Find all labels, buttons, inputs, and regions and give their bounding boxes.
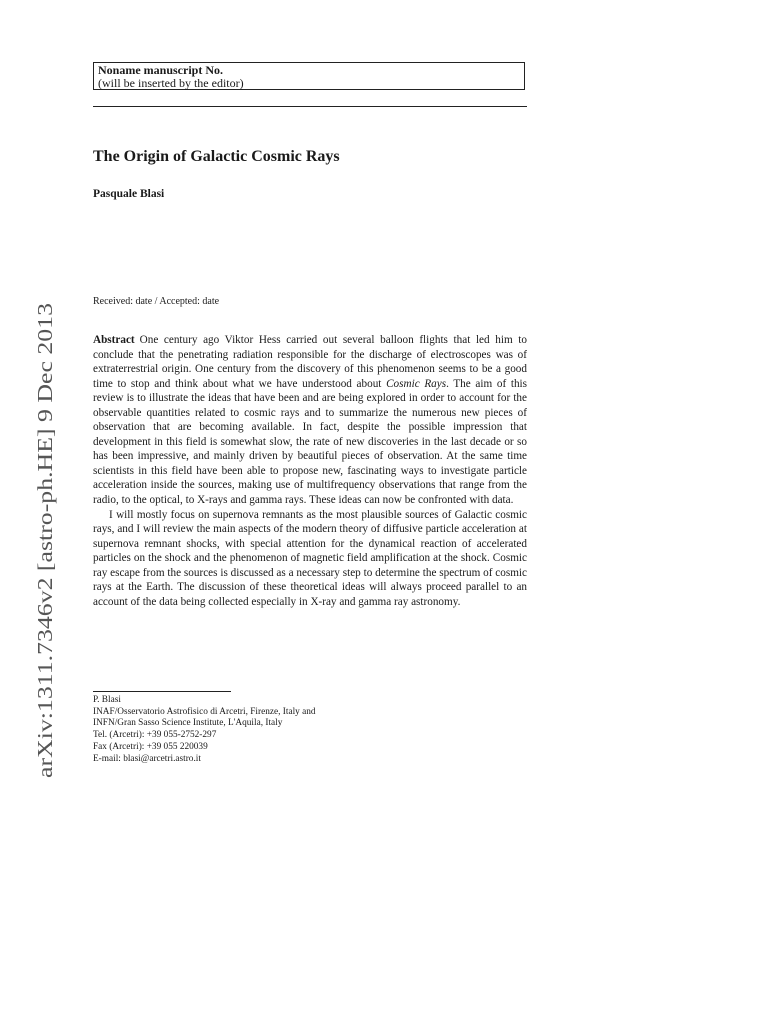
- arxiv-identifier-text: arXiv:1311.7346v2 [astro-ph.HE] 9 Dec 2013: [33, 391, 57, 778]
- abstract-section: [93, 333, 527, 609]
- manuscript-number-label: Noname manuscript No.: [98, 63, 223, 77]
- abstract-paragraph-2: I will mostly focus on supernova remnants as the most plausible sources of Galactic cosmic rays, and I will review the main aspects of the modern theory of diffusive particle acceleration at supernova remnant shocks, with special attention for the dynamical reaction of accelerated particles on the shock and the phenomenon of magnetic field amplification at the shock. Cosmic ray escape from the sources is discussed as a necessary step to determine the spectrum of cosmic rays at the Earth. The discussion of these theoretical ideas will always proceed parallel to an account of the data being collected especially in X-ray and gamma ray astronomy.: [93, 508, 527, 608]
- arxiv-identifier-svg: [20, 300, 62, 780]
- affiliation-telephone: Tel. (Arcetri): +39 055-2752-297: [93, 730, 217, 741]
- abstract-text-part-a: One century ago Viktor Hess carried out several balloon flights that led him to conclude that the penetrating radiation responsible for the discharge of electroscopes was of extraterrestrial origin. One century from the discovery of this phenomenon seems to be a good time to stop and think about what we have understood about: [93, 334, 527, 390]
- editor-note: (will be inserted by the editor): [98, 76, 244, 90]
- author-affiliation: [93, 695, 316, 765]
- affiliation-line-1: INAF/Osservatorio Astrofisico di Arcetri, Firenze, Italy and: [93, 706, 316, 717]
- arxiv-identifier-stamp: [20, 300, 62, 780]
- abstract-label: Abstract: [93, 334, 135, 346]
- abstract-text-part-b: . The aim of this review is to illustrate the ideas that have been and are being explored in order to account for the observable quantities related to cosmic rays and to summarize the numerous new pieces of observation that are becoming available. In fact, despite the possible impression that development in this field is somewhat slow, the rate of new discoveries in the last decade or so has been impressive, and mainly driven by beautiful pieces of observation. At the same time scientists in this field have been able to propose new, fascinating ways to investigate particle acceleration inside the sources, making use of multifrequency observations that range from the radio, to the optical, to X-rays and gamma rays. These ideas can now be confronted with data.: [93, 377, 528, 507]
- abstract-paragraph-1: [93, 333, 527, 508]
- paper-author: Pasquale Blasi: [93, 188, 165, 200]
- affiliation-fax: Fax (Arcetri): +39 055 220039: [93, 741, 208, 752]
- footnote-rule: [93, 691, 231, 692]
- header-rule: [93, 106, 527, 107]
- manuscript-header-box: [93, 62, 525, 90]
- received-accepted-line: Received: date / Accepted: date: [93, 296, 220, 307]
- paper-title: The Origin of Galactic Cosmic Rays: [93, 148, 340, 165]
- affiliation-line-2: INFN/Gran Sasso Science Institute, L'Aquila, Italy: [93, 718, 283, 729]
- affiliation-name: P. Blasi: [93, 695, 121, 705]
- affiliation-email[interactable]: E-mail: blasi@arcetri.astro.it: [93, 753, 201, 764]
- abstract-emphasis: Cosmic Rays: [386, 377, 447, 390]
